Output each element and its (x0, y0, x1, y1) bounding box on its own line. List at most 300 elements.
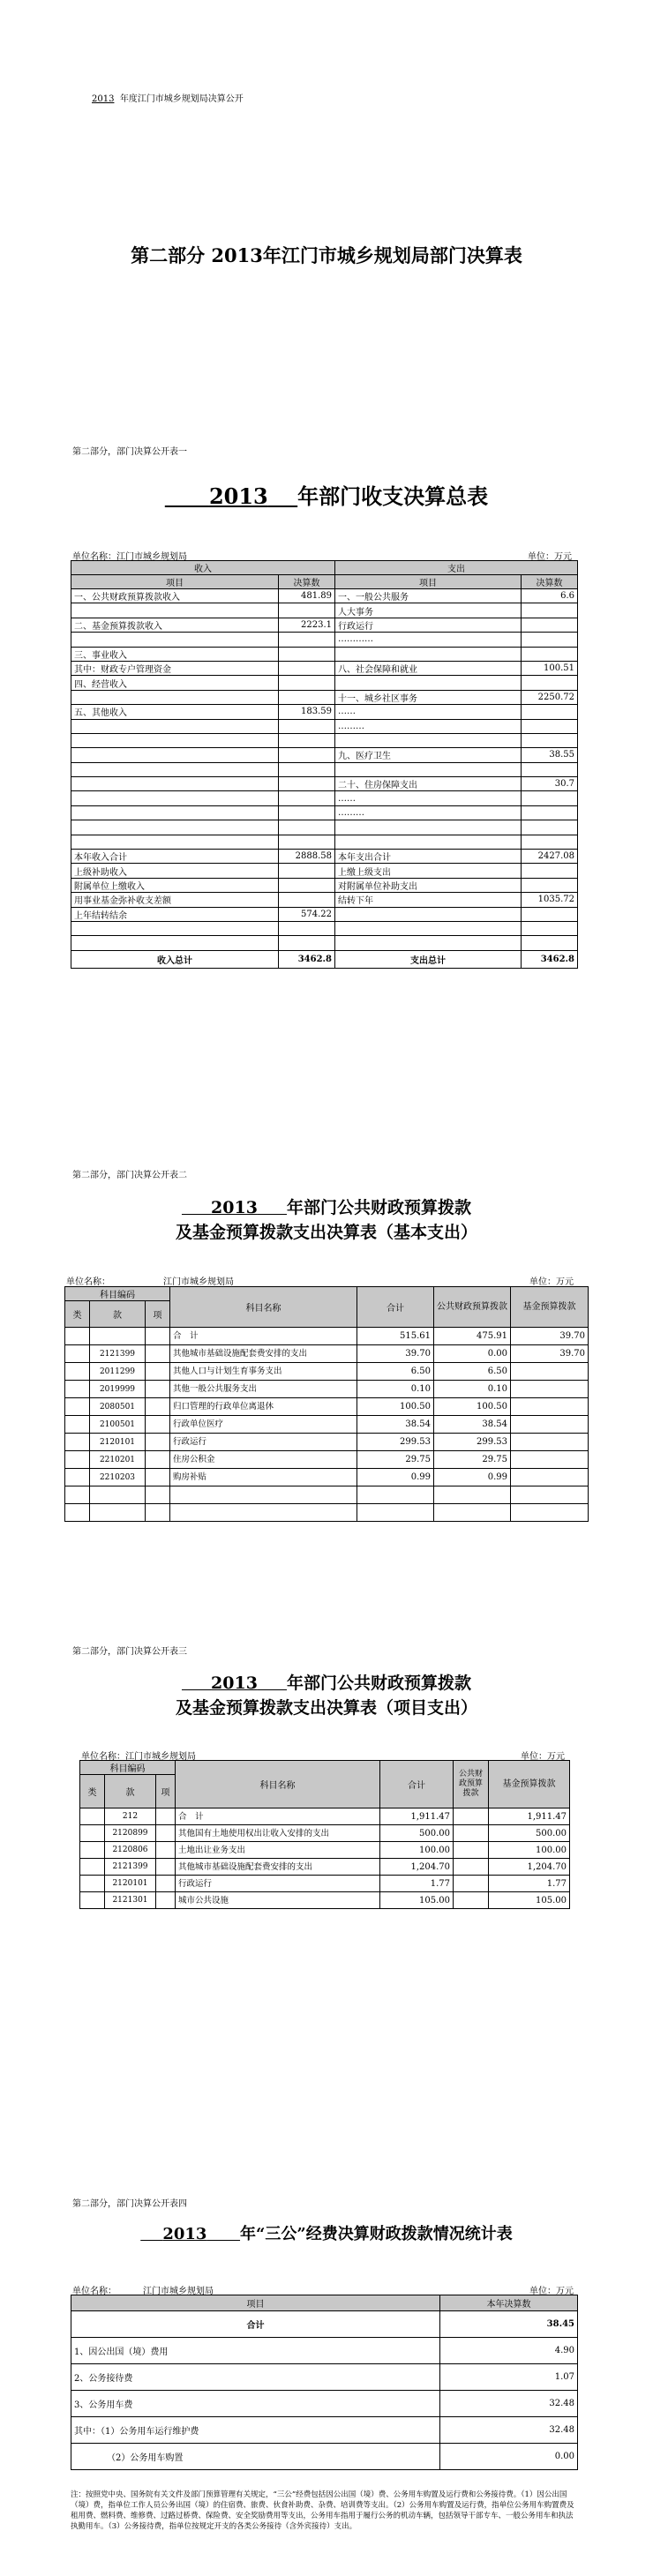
t2-h-kuan: 款 (90, 1301, 146, 1328)
t2-name: 其他城市基础设施配套费安排的支出 (170, 1345, 357, 1363)
t2-title (0, 1195, 653, 1245)
t1-income-item: 三、事业收入 (71, 647, 279, 661)
t1-income-item (71, 936, 279, 950)
t1-expense-amount (522, 633, 578, 647)
t1-income-item: 其中：财政专户管理资金 (71, 661, 279, 675)
t2-unit-name: 江门市城乡规划局 (163, 1277, 234, 1287)
t2-cell-xiang (146, 1363, 170, 1381)
t2-fund: 39.70 (511, 1345, 589, 1363)
t2-fund (511, 1381, 589, 1398)
t1-expense-amount: 100.51 (522, 661, 578, 675)
t2-cell-lei (65, 1486, 90, 1504)
t2-code: 2080501 (90, 1398, 146, 1416)
t1-income-item (71, 719, 279, 733)
page-header (92, 91, 244, 104)
part-title: 第二部分 2013年江门市城乡规划局部门决算表 (131, 244, 522, 266)
t1-h-amount-out: 决算数 (522, 575, 578, 589)
t1-income-amount (279, 878, 335, 892)
t1-income-amount (279, 921, 335, 935)
t2-cell-xiang (146, 1434, 170, 1451)
t4-unit-left: 单位名称： (72, 2287, 116, 2296)
t1-expense-item: 一、一般公共服务 (335, 589, 522, 603)
t1-expense-item (335, 762, 522, 776)
t4-row (71, 2364, 578, 2391)
t3-fund: 1,204.70 (489, 1859, 570, 1876)
t2-table (64, 1286, 589, 1522)
t2-name (170, 1486, 357, 1504)
t2-code: 2210201 (90, 1451, 146, 1469)
t1-expense-item: ………… (335, 633, 522, 647)
t1-expense-amount (522, 878, 578, 892)
t2-label: 第二部分，部门决算公开表二 (72, 1171, 187, 1180)
t1-unit-right: 单位：万元 (528, 552, 572, 562)
t4-amount: 1.07 (440, 2364, 578, 2391)
t1-income-amount (279, 805, 335, 820)
t2-cell-xiang (146, 1345, 170, 1363)
t2-fund (511, 1398, 589, 1416)
t1-row (71, 878, 578, 892)
t1-expense-amount (522, 618, 578, 632)
t2-public: 100.50 (434, 1398, 511, 1416)
t1-income-amount (279, 835, 335, 849)
t2-name: 住房公积金 (170, 1451, 357, 1469)
t2-name: 合 计 (170, 1328, 357, 1345)
t2-fund (511, 1363, 589, 1381)
t3-cell-lei (80, 1859, 105, 1876)
t2-cell-lei (65, 1416, 90, 1434)
t2-public: 0.10 (434, 1381, 511, 1398)
t1-expense-amount (522, 820, 578, 835)
t3-cell-xiang (156, 1842, 176, 1859)
t1-row (71, 603, 578, 618)
t2-code: 2120101 (90, 1434, 146, 1451)
t3-cell-xiang (156, 1808, 176, 1825)
t4-item: 其中：（1）公务用车运行维护费 (71, 2417, 440, 2444)
t1-income-amount (279, 661, 335, 675)
t4-amount: 4.90 (440, 2338, 578, 2364)
t2-unit-left: 单位名称： (66, 1277, 110, 1287)
t3-fund: 100.00 (489, 1842, 570, 1859)
t4-label: 第二部分，部门决算公开表四 (72, 2199, 187, 2209)
t3-cell-xiang (156, 1892, 176, 1909)
t2-fund (511, 1504, 589, 1522)
t1-expense-amount (522, 676, 578, 690)
t1-row (71, 921, 578, 935)
t1-income-item: 四、经营收入 (71, 676, 279, 690)
t1-income-item: 二、基金预算拨款收入 (71, 618, 279, 632)
t2-cell-lei (65, 1381, 90, 1398)
t2-cell-lei (65, 1469, 90, 1486)
t2-public: 0.00 (434, 1345, 511, 1363)
t2-total: 39.70 (357, 1345, 434, 1363)
t1-income-item (71, 791, 279, 805)
t1-expense-item (335, 936, 522, 950)
t4-title-text: 年“三公”经费决算财政拨款情况统计表 (240, 2225, 513, 2243)
t3-fund: 1,911.47 (489, 1808, 570, 1825)
t2-cell-lei (65, 1363, 90, 1381)
t1-income-item (71, 690, 279, 704)
t2-cell-xiang (146, 1469, 170, 1486)
t1-income-amount (279, 893, 335, 907)
t1-expense-amount: 2250.72 (522, 690, 578, 704)
t2-code (90, 1504, 146, 1522)
t3-fund: 500.00 (489, 1825, 570, 1842)
t3-fund: 105.00 (489, 1892, 570, 1909)
t2-title-year: 2013 (211, 1198, 258, 1217)
t1-income-item (71, 733, 279, 747)
t1-income-amount: 183.59 (279, 705, 335, 719)
t1-row (71, 647, 578, 661)
t3-cell-xiang (156, 1876, 176, 1892)
t2-code: 2210203 (90, 1469, 146, 1486)
t1-table (71, 560, 578, 969)
t1-income-item (71, 762, 279, 776)
t1-income-amount (279, 748, 335, 762)
t2-h-total: 合计 (357, 1287, 434, 1328)
t1-income-item (71, 777, 279, 791)
t1-h-item-out: 项目 (335, 575, 522, 589)
t1-income-amount (279, 864, 335, 878)
t1-income-item: 一、公共财政预算拨款收入 (71, 589, 279, 603)
t2-row (65, 1504, 589, 1522)
t3-code: 2121301 (105, 1892, 156, 1909)
t3-label: 第二部分，部门决算公开表三 (72, 1647, 187, 1657)
t2-h-lei: 类 (65, 1301, 90, 1328)
t1-expense-amount: 2427.08 (522, 850, 578, 864)
t1-income-amount (279, 603, 335, 618)
t2-row (65, 1345, 589, 1363)
t1-unit-left: 单位名称：江门市城乡规划局 (72, 552, 187, 562)
t1-expense-item: 人大事务 (335, 603, 522, 618)
t2-public (434, 1504, 511, 1522)
t1-expense-amount (522, 733, 578, 747)
t2-total: 0.10 (357, 1381, 434, 1398)
t3-h-kuan: 款 (105, 1775, 156, 1808)
t3-name: 其他城市基础设施配套费安排的支出 (176, 1859, 380, 1876)
t2-row (65, 1328, 589, 1345)
t1-expense-item: 二十、住房保障支出 (335, 777, 522, 791)
t2-row (65, 1398, 589, 1416)
t1-expense-item: 八、社会保障和就业 (335, 661, 522, 675)
t3-h-total: 合计 (380, 1761, 454, 1808)
t2-h-fund: 基金预算拨款 (511, 1287, 589, 1328)
t3-fund: 1.77 (489, 1876, 570, 1892)
t1-expense-amount (522, 835, 578, 849)
t2-name: 其他人口与计划生育事务支出 (170, 1363, 357, 1381)
t1-row (71, 633, 578, 647)
t2-fund (511, 1416, 589, 1434)
t2-total: 29.75 (357, 1451, 434, 1469)
t2-code: 2011299 (90, 1363, 146, 1381)
t1-row (71, 777, 578, 791)
t3-public (454, 1842, 489, 1859)
t3-public (454, 1892, 489, 1909)
t2-fund: 39.70 (511, 1328, 589, 1345)
t1-expense-amount: 1035.72 (522, 893, 578, 907)
t3-public (454, 1808, 489, 1825)
t1-expense-amount: 38.55 (522, 748, 578, 762)
t2-h-code: 科目编码 (65, 1287, 170, 1301)
t2-cell-xiang (146, 1451, 170, 1469)
t2-total: 100.50 (357, 1398, 434, 1416)
t1-expense-item: ……… (335, 805, 522, 820)
t2-cell-xiang (146, 1398, 170, 1416)
t2-total (357, 1486, 434, 1504)
t3-h-name: 科目名称 (176, 1761, 380, 1808)
t1-row (71, 733, 578, 747)
t3-code: 212 (105, 1808, 156, 1825)
t3-total: 500.00 (380, 1825, 454, 1842)
t2-row (65, 1486, 589, 1504)
t1-expense-amount (522, 647, 578, 661)
t3-title-line1: 年部门公共财政预算拨款 (287, 1674, 472, 1693)
t2-row (65, 1469, 589, 1486)
t4-row (71, 2391, 578, 2417)
t4-title-year: 2013 (162, 2225, 207, 2243)
t2-row (65, 1381, 589, 1398)
t1-income-item (71, 603, 279, 618)
t1-row (71, 893, 578, 907)
t1-row (71, 748, 578, 762)
t1-expense-amount: 30.7 (522, 777, 578, 791)
t2-name (170, 1504, 357, 1522)
header-text: 年度江门市城乡规划局决算公开 (119, 94, 244, 104)
t1-row (71, 676, 578, 690)
t2-fund (511, 1486, 589, 1504)
t1-title (0, 479, 653, 510)
t1-row (71, 719, 578, 733)
t2-total: 515.61 (357, 1328, 434, 1345)
t1-income-item (71, 748, 279, 762)
t2-total: 6.50 (357, 1363, 434, 1381)
t1-row (71, 936, 578, 950)
t1-expense-amount (522, 805, 578, 820)
t1-expense-amount (522, 791, 578, 805)
t1-row (71, 907, 578, 921)
t1-row (71, 690, 578, 704)
t4-amount: 32.48 (440, 2391, 578, 2417)
t1-expense-amount (522, 907, 578, 921)
t2-code (90, 1328, 146, 1345)
t1-expense-item: …… (335, 791, 522, 805)
t4-row (71, 2311, 578, 2338)
t1-income-amount (279, 633, 335, 647)
t1-expense-amount: 6.6 (522, 589, 578, 603)
t3-h-xiang: 项 (156, 1775, 176, 1808)
t1-expense-item: 十一、城乡社区事务 (335, 690, 522, 704)
t3-table (79, 1760, 570, 1909)
t1-income-item: 上级补助收入 (71, 864, 279, 878)
t1-expense-item (335, 835, 522, 849)
t2-public: 29.75 (434, 1451, 511, 1469)
t3-public (454, 1876, 489, 1892)
t1-income-item (71, 921, 279, 935)
t1-income-item: 用事业基金弥补收支差额 (71, 893, 279, 907)
t3-title-line2: 及基金预算拨款支出决算表（项目支出） (175, 1698, 477, 1718)
t3-row (80, 1808, 570, 1825)
t1-income-amount (279, 777, 335, 791)
t2-total (357, 1504, 434, 1522)
t1-income-amount (279, 791, 335, 805)
t2-cell-xiang (146, 1381, 170, 1398)
t1-row (71, 805, 578, 820)
t2-row (65, 1416, 589, 1434)
header-year: 2013 (92, 94, 115, 104)
t3-name: 城市公共设施 (176, 1892, 380, 1909)
t2-cell-lei (65, 1504, 90, 1522)
t3-row (80, 1876, 570, 1892)
t2-title-line2: 及基金预算拨款支出决算表（基本支出） (175, 1223, 477, 1242)
t3-total: 100.00 (380, 1842, 454, 1859)
t2-cell-lei (65, 1328, 90, 1345)
t2-name: 其他一般公共服务支出 (170, 1381, 357, 1398)
t1-income-amount (279, 936, 335, 950)
t1-col-header (71, 575, 578, 589)
t1-income-amount (279, 690, 335, 704)
t3-cell-lei (80, 1892, 105, 1909)
t1-income-amount: 574.22 (279, 907, 335, 921)
t3-unit-right: 单位：万元 (521, 1752, 565, 1762)
t4-table (71, 2295, 578, 2470)
t2-h-xiang: 项 (146, 1301, 170, 1328)
t2-total: 299.53 (357, 1434, 434, 1451)
t1-expense-amount (522, 719, 578, 733)
t1-expense-item: 行政运行 (335, 618, 522, 632)
t2-cell-lei (65, 1434, 90, 1451)
t1-row (71, 850, 578, 864)
t1-income-amount: 2888.58 (279, 850, 335, 864)
t2-row (65, 1363, 589, 1381)
t3-h-lei: 类 (80, 1775, 105, 1808)
t1-h-amount-in: 决算数 (279, 575, 335, 589)
t2-public: 6.50 (434, 1363, 511, 1381)
t1-expense-item (335, 907, 522, 921)
t4-h-item: 项目 (71, 2295, 440, 2311)
t1-expense-amount (522, 864, 578, 878)
t1-title-text: 年部门收支决算总表 (297, 483, 489, 509)
t3-cell-lei (80, 1842, 105, 1859)
t3-cell-lei (80, 1876, 105, 1892)
t3-h-fund: 基金预算拨款 (489, 1761, 570, 1808)
t1-row (71, 864, 578, 878)
t1-income-amount (279, 762, 335, 776)
t1-expense-item: ……… (335, 719, 522, 733)
t3-unit-left: 单位名称：江门市城乡规划局 (81, 1752, 196, 1762)
t1-row (71, 661, 578, 675)
t2-name: 行政运行 (170, 1434, 357, 1451)
t1-row (71, 835, 578, 849)
t4-item: 3、公务用车费 (71, 2391, 440, 2417)
t3-name: 合 计 (176, 1808, 380, 1825)
t4-row (71, 2444, 578, 2470)
t2-total: 0.99 (357, 1469, 434, 1486)
t4-note: 注：按照党中央、国务院有关文件及部门预算管理有关规定，“三公”经费包括因公出国（境）费、公务用车购置及运行费和公务接待费。（1）因公出国（境）费，指单位工作人员公务出国（境）的住宿费、旅费、伙食补助费、杂费、培训费等支出。（2）公务用车购置及运行费，指单位公务用车购置费及租用费、燃料费、维修费、过路过桥费、保险费、安全奖励费用等支出，公务用车指用于履行公务的机动车辆，包括领导干部专车、一般公务用车和执法执勤用车。（3）公务接待费，指单位按规定开支的各类公务接待（含外宾接待）支出。 (71, 2490, 574, 2531)
t1-income-amount (279, 733, 335, 747)
t3-public (454, 1825, 489, 1842)
t1-expense-item (335, 921, 522, 935)
t2-public: 38.54 (434, 1416, 511, 1434)
t1-total-row (71, 950, 578, 968)
t4-amount: 0.00 (440, 2444, 578, 2470)
t2-total: 38.54 (357, 1416, 434, 1434)
t3-name: 行政运行 (176, 1876, 380, 1892)
t3-title (0, 1671, 653, 1720)
t1-expense-amount (522, 936, 578, 950)
t1-income-item: 五、其他收入 (71, 705, 279, 719)
t1-expense-item: 本年支出合计 (335, 850, 522, 864)
t3-total: 1.77 (380, 1876, 454, 1892)
t1-row (71, 820, 578, 835)
t1-expense-amount (522, 921, 578, 935)
t1-income-item (71, 805, 279, 820)
t3-code: 2121399 (105, 1859, 156, 1876)
t1-income-item: 附属单位上缴收入 (71, 878, 279, 892)
t3-row (80, 1842, 570, 1859)
t3-cell-lei (80, 1825, 105, 1842)
t1-expense-amount (522, 762, 578, 776)
t2-fund (511, 1434, 589, 1451)
t3-row (80, 1859, 570, 1876)
t1-income-item (71, 820, 279, 835)
t4-row (71, 2417, 578, 2444)
t2-row (65, 1434, 589, 1451)
t1-expense-amount (522, 705, 578, 719)
t4-row (71, 2338, 578, 2364)
t1-income-item (71, 633, 279, 647)
t4-item: 1、因公出国（境）费用 (71, 2338, 440, 2364)
t2-public: 475.91 (434, 1328, 511, 1345)
t1-total-expense-label: 支出总计 (335, 950, 522, 968)
t1-income-amount (279, 676, 335, 690)
t4-item: 2、公务接待费 (71, 2364, 440, 2391)
t4-item: （2）公务用车购置 (71, 2444, 440, 2470)
t1-row (71, 589, 578, 603)
t1-income-amount (279, 719, 335, 733)
t3-name: 其他国有土地使用权出让收入安排的支出 (176, 1825, 380, 1842)
t3-total: 105.00 (380, 1892, 454, 1909)
t4-item: 合计 (71, 2311, 440, 2338)
t4-unit-right: 单位：万元 (529, 2287, 574, 2296)
t3-row (80, 1825, 570, 1842)
t2-cell-lei (65, 1451, 90, 1469)
t2-cell-lei (65, 1345, 90, 1363)
t3-code: 2120101 (105, 1876, 156, 1892)
t1-label: 第二部分，部门决算公开表一 (72, 447, 187, 457)
t2-code: 2100501 (90, 1416, 146, 1434)
t1-expense-item: 上缴上级支出 (335, 864, 522, 878)
t1-income-amount (279, 820, 335, 835)
t1-h-income: 收入 (71, 561, 335, 575)
t2-unit-right: 单位：万元 (529, 1277, 574, 1287)
t2-row (65, 1451, 589, 1469)
t1-row (71, 705, 578, 719)
t2-code: 2019999 (90, 1381, 146, 1398)
t4-amount: 32.48 (440, 2417, 578, 2444)
t3-cell-xiang (156, 1859, 176, 1876)
t4-unit-name: 江门市城乡规划局 (143, 2287, 214, 2296)
t2-cell-xiang (146, 1486, 170, 1504)
t2-code: 2121399 (90, 1345, 146, 1363)
t2-cell-xiang (146, 1328, 170, 1345)
t2-h-name: 科目名称 (170, 1287, 357, 1328)
t1-total-income: 3462.8 (279, 950, 335, 968)
t2-cell-lei (65, 1398, 90, 1416)
t3-total: 1,911.47 (380, 1808, 454, 1825)
t1-expense-item (335, 820, 522, 835)
t2-cell-xiang (146, 1504, 170, 1522)
t4-title (0, 2221, 653, 2244)
t2-name: 购房补贴 (170, 1469, 357, 1486)
